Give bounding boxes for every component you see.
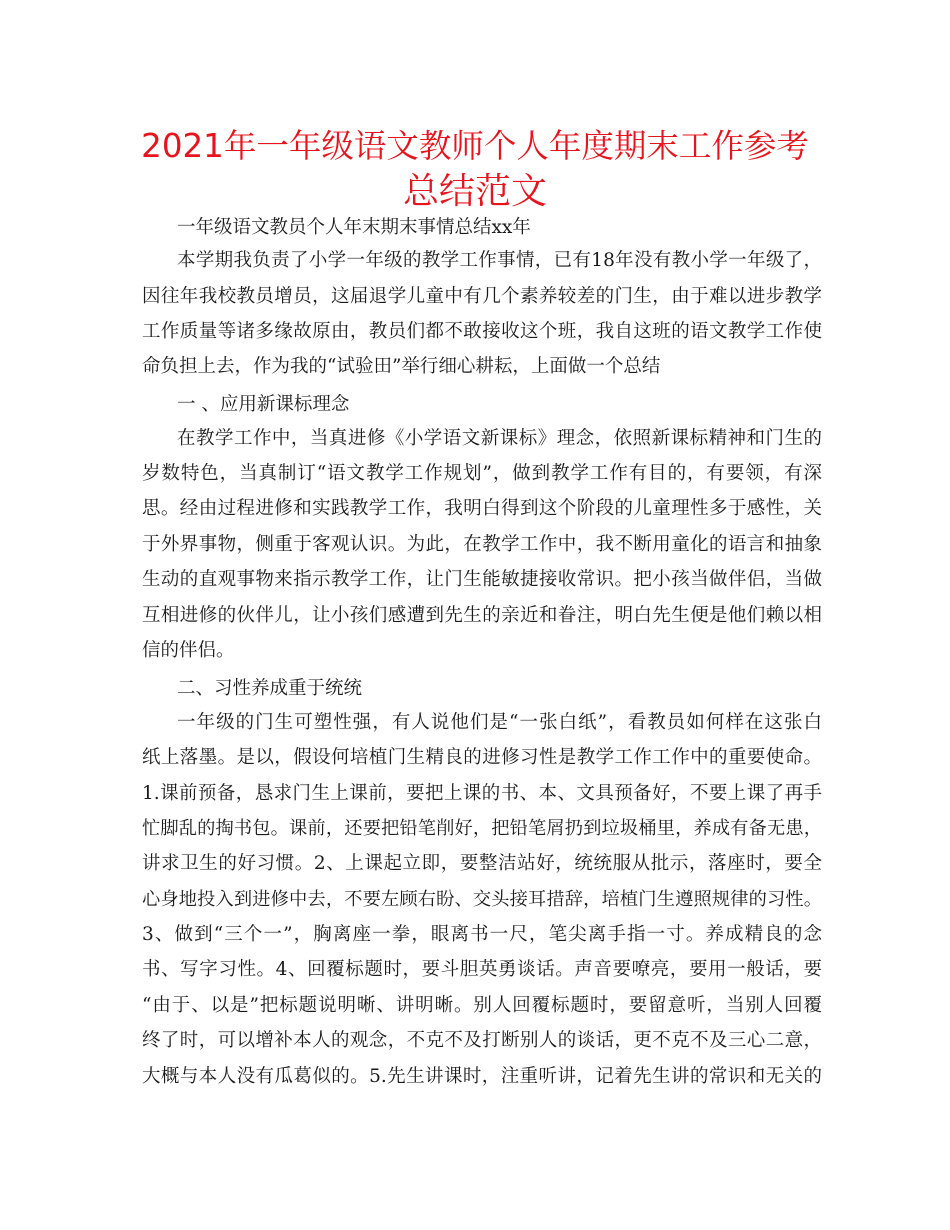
subtitle-line: 一年级语文教员个人年末期末事情总结xx年: [177, 217, 531, 238]
paragraph-line: 在教学工作中，当真进修《小学语文新课标》理念，依照新课标精神和门生的: [177, 428, 822, 449]
paragraph-line: “由于、以是”把标题说明晰、讲明晰。别人回覆标题时，要留意听，当别人回覆: [142, 995, 822, 1016]
paragraph-line: 大概与本人没有瓜葛似的。5.先生讲课时，注重听讲，记着先生讲的常识和无关的: [142, 1066, 822, 1087]
document-title-line-2: 总结范文: [402, 171, 547, 212]
paragraph-line: 命负担上去，作为我的“试验田”举行细心耕耘，上面做一个总结: [142, 356, 661, 377]
paragraph-line: 纸上落墨。是以，假设何培植门生精良的进修习性是教学工作工作中的重要使命。: [142, 747, 822, 768]
document-title-line-1: 2021年一年级语文教师个人年度期末工作参考: [141, 127, 809, 165]
paragraph-line: 书、写字习性。4、回覆标题时，要斗胆英勇谈话。声音要嘹亮，要用一般话，要: [142, 959, 822, 980]
paragraph-line: 忙脚乱的掏书包。课前，还要把铅笔削好，把铅笔屑扔到垃圾桶里，养成有备无患，: [142, 818, 822, 839]
paragraph-line: 互相进修的伙伴儿，让小孩们感遭到先生的亲近和眷注，明白先生便是他们赖以相: [142, 605, 822, 626]
paragraph-line: 3、做到“三个一”，胸离座一拳，眼离书一尺，笔尖离手指一寸。养成精良的念: [142, 924, 822, 945]
paragraph-line: 思。经由过程进修和实践教学工作，我明白得到这个阶段的儿童理性多于感性，关: [142, 498, 822, 519]
paragraph-line: 终了时，可以增补本人的观念，不克不及打断别人的谈话，更不克不及三心二意，: [142, 1030, 822, 1051]
section-heading-1: 一 、应用新课标理念: [177, 394, 350, 415]
paragraph-line: 生动的直观事物来指示教学工作，让门生能敏捷接收常识。把小孩当做伴侣，当做: [142, 569, 822, 590]
paragraph-line: 本学期我负责了小学一年级的教学工作事情，已有18年没有教小学一年级了，: [177, 250, 822, 271]
section-heading-2: 二、习性养成重于统统: [177, 678, 363, 699]
paragraph-line: 讲求卫生的好习惯。2、上课起立即，要整洁站好，统统服从批示，落座时，要全: [142, 853, 822, 874]
paragraph-line: 1.课前预备，恳求门生上课前，要把上课的书、本、文具预备好，不要上课了再手: [142, 783, 822, 804]
paragraph-line: 一年级的门生可塑性强，有人说他们是“一张白纸”，看教员如何样在这张白: [177, 712, 822, 733]
paragraph-line: 因往年我校教员增员，这届退学儿童中有几个素养较差的门生，由于难以进步教学: [142, 286, 822, 307]
paragraph-line: 岁数特色，当真制订“语文教学工作规划”，做到教学工作有目的，有要领，有深: [142, 463, 822, 484]
paragraph-line: 于外界事物，侧重于客观认识。为此，在教学工作中，我不断用童化的语言和抽象: [142, 534, 822, 555]
paragraph-line: 信的伴侣。: [142, 640, 235, 661]
paragraph-line: 心身地投入到进修中去，不要左顾右盼、交头接耳措辞，培植门生遵照规律的习性。: [142, 889, 822, 910]
paragraph-line: 工作质量等诸多缘故原由，教员们都不敢接收这个班，我自这班的语文教学工作使: [142, 321, 822, 342]
